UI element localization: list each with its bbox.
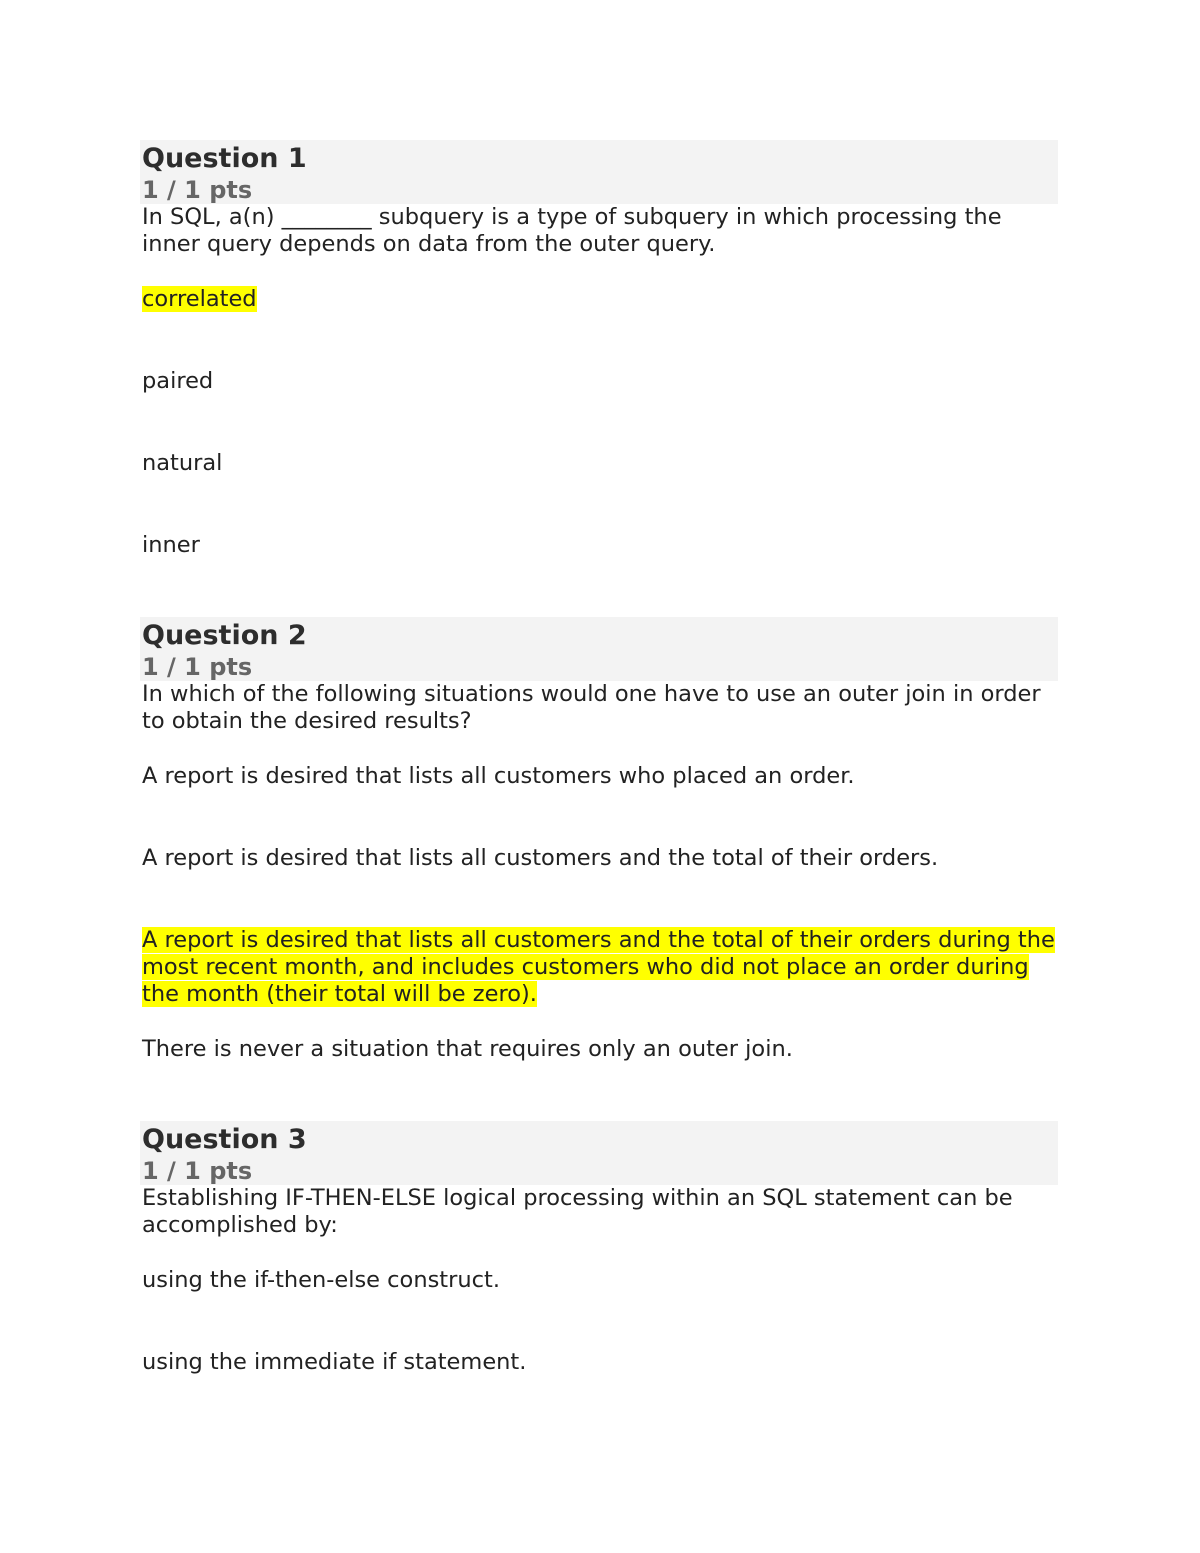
question-header xyxy=(140,1121,1058,1185)
question-header xyxy=(140,140,1058,204)
answer-option xyxy=(142,927,1058,1008)
answer-highlighted: A report is desired that lists all customers and the total of their orders during the most recent month, and includes customers who did not place an order during the month (their total will be zero). xyxy=(142,927,1055,1007)
question-points: 1 / 1 pts xyxy=(142,1157,253,1185)
answer-option: natural xyxy=(142,450,223,476)
question-title: Question 2 xyxy=(142,620,307,651)
question-header xyxy=(140,617,1058,681)
answer-option: There is never a situation that requires only an outer join. xyxy=(142,1036,793,1062)
answer-list xyxy=(140,1267,1058,1376)
answer-option: paired xyxy=(142,368,214,394)
question-text: In which of the following situations would one have to use an outer join in order to obtain the desired results? xyxy=(142,681,1041,734)
answer-option: A report is desired that lists all customers who placed an order. xyxy=(142,763,855,789)
question-points: 1 / 1 pts xyxy=(142,653,253,681)
answer-list xyxy=(140,286,1058,559)
answer-option: inner xyxy=(142,532,200,558)
answer-option: using the immediate if statement. xyxy=(142,1349,527,1375)
question-3 xyxy=(140,1121,1058,1431)
question-title: Question 3 xyxy=(142,1124,307,1155)
answer-list xyxy=(140,763,1058,1063)
question-2 xyxy=(140,617,1058,1118)
answer-option: using the if-then-else construct. xyxy=(142,1267,500,1293)
question-1 xyxy=(140,140,1058,614)
question-points: 1 / 1 pts xyxy=(142,176,253,204)
question-text: In SQL, a(n) ________ subquery is a type of subquery in which processing the inner query depends on data from the outer query. xyxy=(142,204,1002,257)
answer-option xyxy=(142,286,1058,313)
question-title: Question 1 xyxy=(142,143,307,174)
question-text: Establishing IF-THEN-ELSE logical processing within an SQL statement can be accomplished by: xyxy=(142,1185,1013,1238)
answer-highlighted: correlated xyxy=(142,286,257,312)
answer-option: A report is desired that lists all customers and the total of their orders. xyxy=(142,845,939,871)
